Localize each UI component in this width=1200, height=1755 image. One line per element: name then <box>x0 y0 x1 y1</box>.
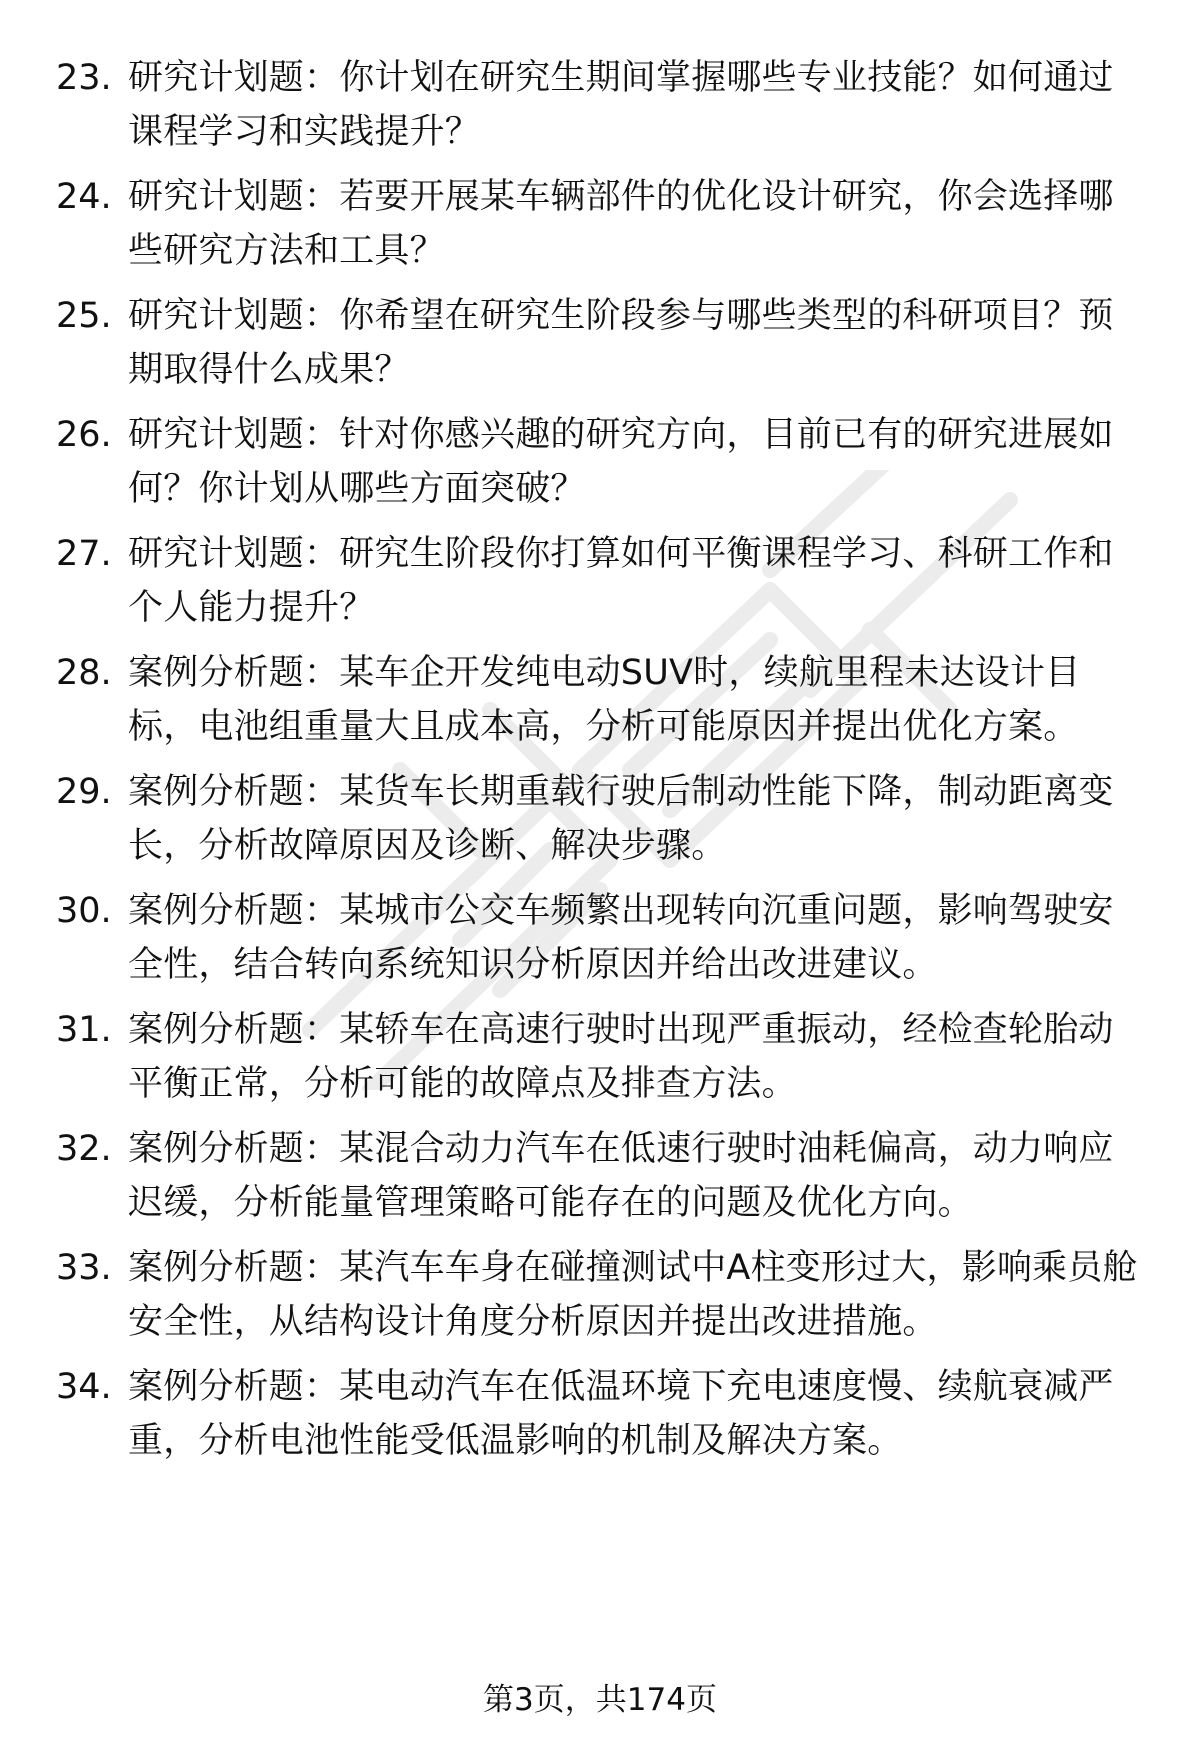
question-text: 案例分析题：某混合动力汽车在低速行驶时油耗偏高，动力响应迟缓，分析能量管理策略可能存在的问题及优化方向。 <box>128 1129 1114 1223</box>
question-number: 24. <box>56 177 112 217</box>
question-number: 31. <box>56 1010 112 1050</box>
question-item <box>0 765 1200 875</box>
question-text: 案例分析题：某轿车在高速行驶时出现严重振动，经检查轮胎动平衡正常，分析可能的故障点及排查方法。 <box>128 1010 1114 1104</box>
question-item <box>0 1360 1200 1470</box>
question-text: 案例分析题：某货车长期重载行驶后制动性能下降，制动距离变长，分析故障原因及诊断、解决步骤。 <box>128 772 1114 866</box>
question-item <box>0 1241 1200 1351</box>
question-number: 34. <box>56 1367 112 1407</box>
question-text: 研究计划题：研究生阶段你打算如何平衡课程学习、科研工作和个人能力提升？ <box>128 534 1114 628</box>
question-item <box>0 1003 1200 1113</box>
question-text: 案例分析题：某车企开发纯电动SUV时，续航里程未达设计目标，电池组重量大且成本高，分析可能原因并提出优化方案。 <box>128 653 1081 747</box>
question-number: 30. <box>56 891 112 931</box>
question-number: 28. <box>56 653 112 693</box>
question-text: 研究计划题：你希望在研究生阶段参与哪些类型的科研项目？预期取得什么成果？ <box>128 296 1114 390</box>
question-number: 29. <box>56 772 112 812</box>
question-item <box>0 289 1200 399</box>
question-text: 案例分析题：某城市公交车频繁出现转向沉重问题，影响驾驶安全性，结合转向系统知识分析原因并给出改进建议。 <box>128 891 1114 985</box>
question-number: 25. <box>56 296 112 336</box>
question-item <box>0 884 1200 994</box>
question-item <box>0 170 1200 280</box>
question-item <box>0 51 1200 161</box>
question-number: 33. <box>56 1248 112 1288</box>
question-number: 27. <box>56 534 112 574</box>
page-number-footer: 第3页，共174页 <box>483 1682 717 1718</box>
question-text: 研究计划题：你计划在研究生期间掌握哪些专业技能？如何通过课程学习和实践提升？ <box>128 58 1114 152</box>
question-text: 案例分析题：某电动汽车在低温环境下充电速度慢、续航衰减严重，分析电池性能受低温影响的机制及解决方案。 <box>128 1367 1114 1461</box>
question-text: 研究计划题：若要开展某车辆部件的优化设计研究，你会选择哪些研究方法和工具？ <box>128 177 1114 271</box>
question-number: 32. <box>56 1129 112 1169</box>
question-item <box>0 646 1200 756</box>
question-number: 23. <box>56 58 112 98</box>
question-number: 26. <box>56 415 112 455</box>
question-item <box>0 408 1200 518</box>
question-item <box>0 527 1200 637</box>
question-text: 研究计划题：针对你感兴趣的研究方向，目前已有的研究进展如何？你计划从哪些方面突破？ <box>128 415 1114 509</box>
question-item <box>0 1122 1200 1232</box>
question-text: 案例分析题：某汽车车身在碰撞测试中A柱变形过大，影响乘员舱安全性，从结构设计角度分析原因并提出改进措施。 <box>128 1248 1138 1342</box>
